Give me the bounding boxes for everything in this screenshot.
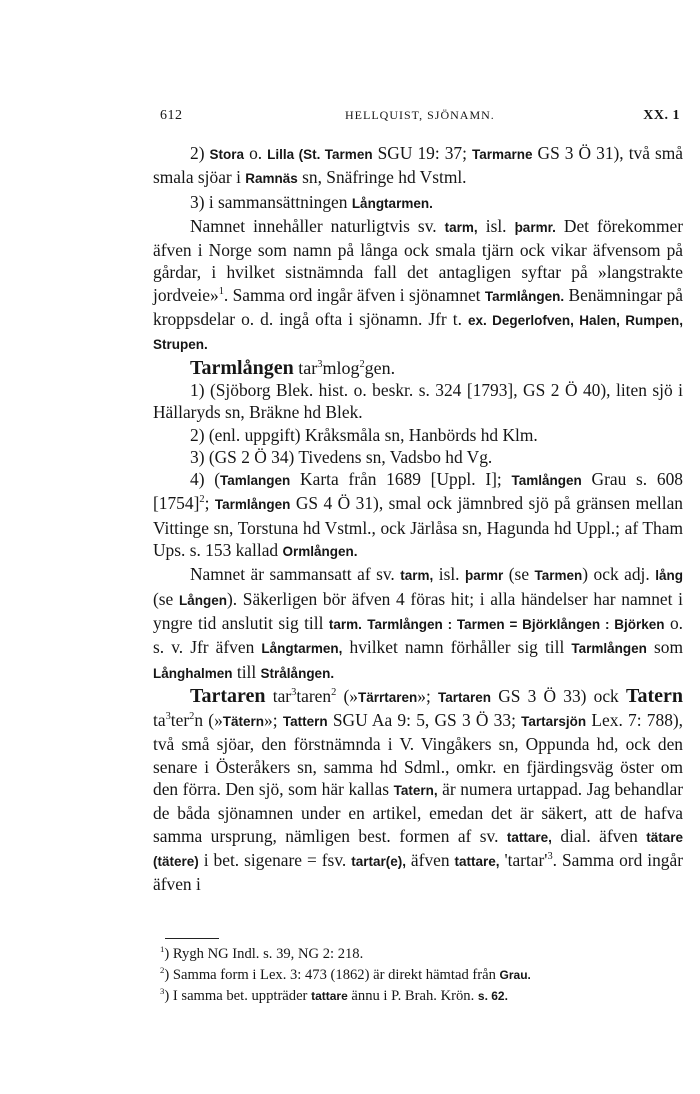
- tartaren-entry: Tartaren tar$^3$taren$^2$ (»Tärrtaren»; Tartaren GS 3 Ö 33) ock Tatern $ta^3ter^2n$ (»Tätern»; Tattern SGU Aa 9: 5, GS 3 Ö 33; Tartarsjön Lex. 7: 788), två små sjöar, den förstnämnda i V. Vingåkers sn, Oppunda hd, ock den senare i Österåkers sn, samma hd Sdml., omkr. en fjärdingsväg öster om den förra. Den sjö, som här kallas Tatern, är numera urtappad. Jag behandlar de båda sjönamnen under en artikel, emedan det är säkert, att de hafva samma ursprung, nämligen best. formen af sv. tattare, dial. äfven tätare (tätere) i bet. sigenare = fsv. tartar(e), äfven tattare, '$tartar'^3$. Samma ord ingår äfven i: [153, 684, 684, 895]
- footnote-ref-1: 1: [218, 285, 224, 297]
- tarmlangen-etymology: Namnet är sammansatt af sv. tarm, isl. þarmr (se Tarmen) ock adj. lång (se Lången). Säkerligen bör äfven 4 föras hit; i alla händelser har namnet i yngre tid anslutit sig till tarm. Tarmlången : Tarmen = Björklången : Björken o. s. v. Jfr äfven Långtarmen, hvilket namn förhåller sig till Tarmlången som Långhalmen till Strålången.: [153, 564, 684, 682]
- tarmlangen-sense-3: 3) (GS 2 Ö 34) Tivedens sn, Vadsbo hd Vg.: [190, 446, 493, 467]
- tarmen-etymology: Namnet innehåller naturligtvis sv. tarm, isl. þarmr. Det förekommer äfven i Norge som namn på långa ock smala tjärn ock vikar äfvensom på gårdar, i hvilket sistnämnda fall det antagligen syftar på »langstrakte jordveie»$^1$. Samma ord ingår äfven i sjönamnet Tarmlången. Benämningar på kroppsdelar o. d. ingå ofta i sjönamn. Jfr t. ex. Degerlofven, Halen, Rumpen, Strupen.: [153, 215, 684, 353]
- footnote-1: $^1$) Rygh NG Indl. s. 39, NG 2: 218.: [160, 944, 364, 962]
- footnote-2: $^2$) Samma form i Lex. 3: 473 (1862) är direkt hämtad från Grau.: [160, 965, 531, 983]
- footnote-ref-2: 2: [199, 494, 205, 506]
- tarmlangen-headword-line: Tarmlången tar$^3$mlog$^2$gen.: [190, 356, 396, 379]
- tarmlangen-sense-1: 1) (Sjöborg Blek. hist. o. beskr. s. 324 [1793], GS 2 Ö 40), liten sjö i Hällaryds sn, Bräkne hd Blek.: [153, 379, 683, 423]
- footnote-ref-3: 3: [547, 851, 553, 863]
- running-header: [160, 108, 680, 130]
- footnotes: [160, 944, 680, 1007]
- footnote-rule: [165, 938, 219, 939]
- tarmlangen-sense-4: 4) (Tamlangen Karta från 1689 [Uppl. I]; Tamlången Grau s. 608 $[1754]^2$; Tarmlången GS 4 Ö 31), smal ock jämnbred sjö på gränsen mellan Vittinge sn, Torstuna hd Vstml., ock Järlåsa sn, Hagunda hd Uppl.; af Tham Ups. s. 153 kallad Ormlången.: [153, 469, 683, 561]
- headword-tarmlangen: Tarmlången: [190, 356, 294, 379]
- tarmlangen-sense-2: 2) (enl. uppgift) Kråksmåla sn, Hanbörds hd Klm.: [190, 424, 538, 445]
- section-number: XX. 1: [643, 108, 680, 123]
- page-number: 612: [160, 108, 183, 123]
- main-text: [153, 142, 683, 896]
- headword-tatern: Tatern: [625, 684, 683, 707]
- tarmen-sense-3: 3) i sammansättningen Långtarmen.: [190, 191, 433, 212]
- headword-tartaren: Tartaren: [190, 684, 266, 707]
- tarmen-sense-2: 2) Stora o. Lilla (St. Tarmen SGU 19: 37; Tarmarne GS 3 Ö 31), två små smala sjöar i Ramnäs sn, Snäfringe hd Vstml.: [153, 143, 683, 188]
- footnote-3: $^3$) I samma bet. uppträder tattare ännu i P. Brah. Krön. s. 62.: [160, 986, 508, 1004]
- running-title: HELLQUIST, SJÖNAMN.: [345, 108, 495, 122]
